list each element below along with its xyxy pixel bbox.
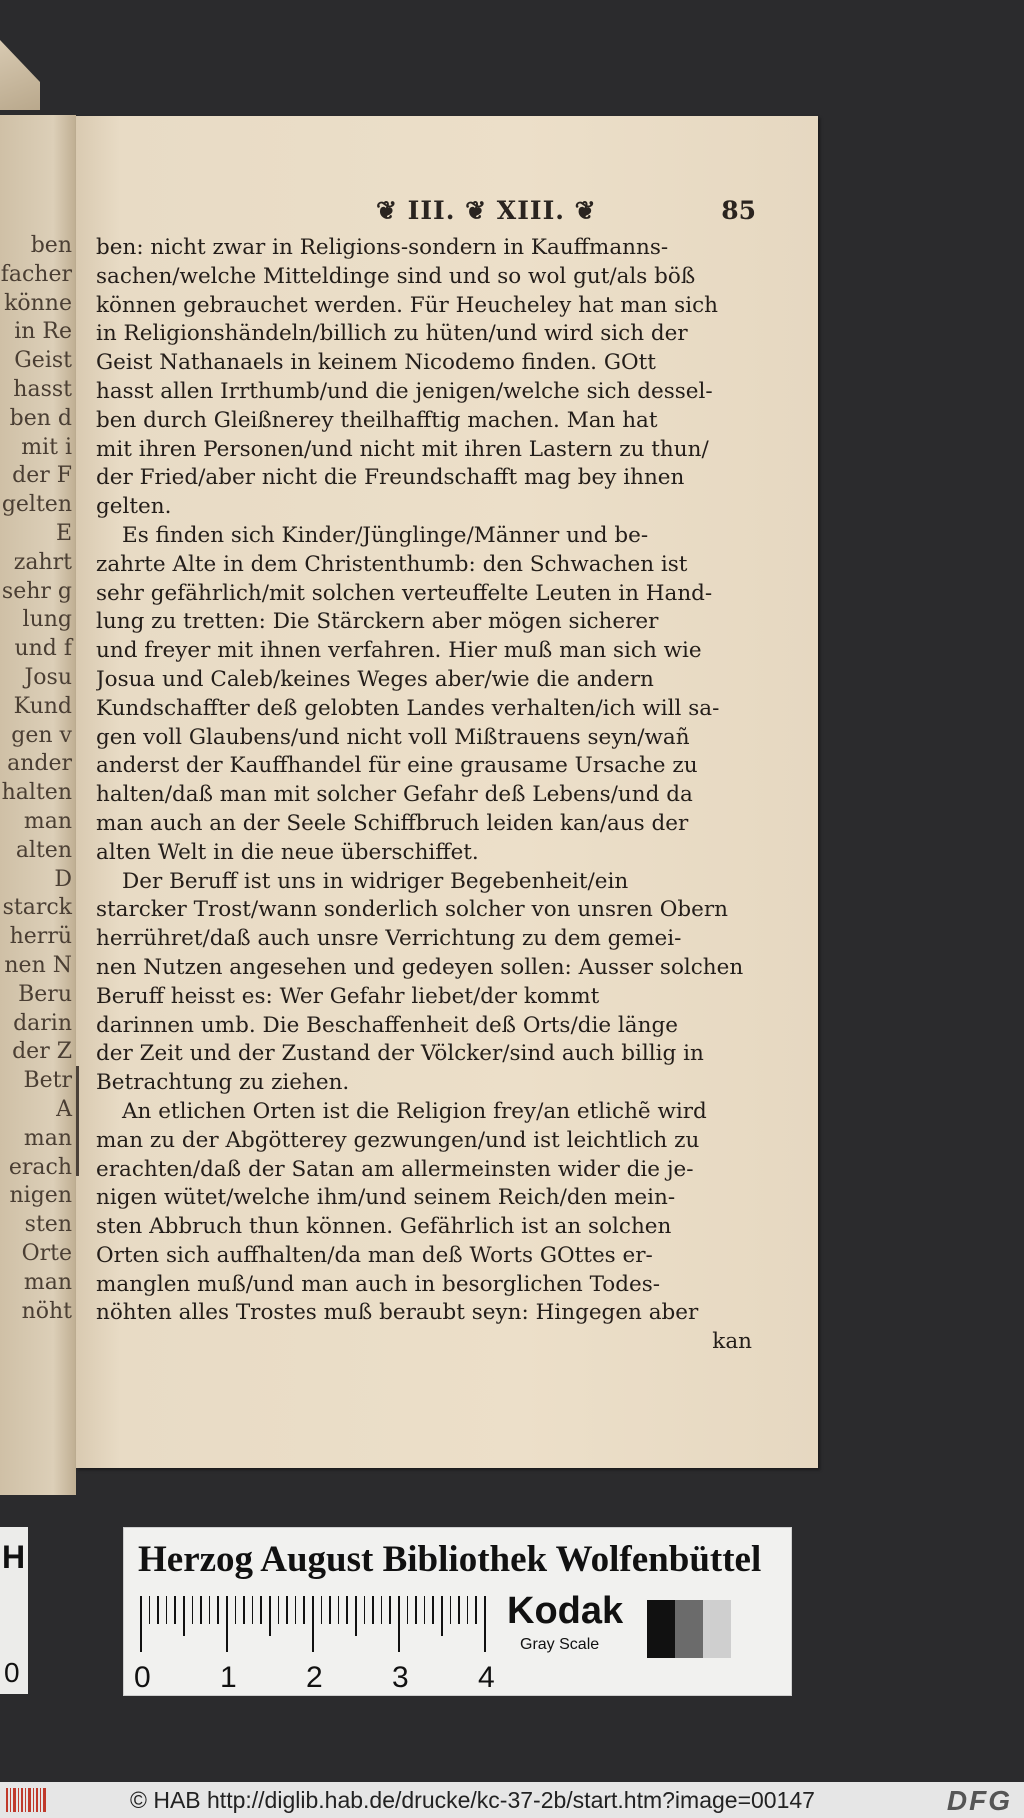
ruler-tick <box>149 1596 151 1624</box>
ruler-tick <box>226 1596 228 1652</box>
ruler-tick <box>441 1596 443 1636</box>
text-line: Josua und Caleb/keines Weges aber/wie die andern <box>96 666 654 692</box>
ruler-tick <box>286 1596 288 1624</box>
scale-ruler <box>134 1596 500 1694</box>
ruler-tick <box>424 1596 426 1624</box>
brand-subtitle: Gray Scale <box>520 1636 600 1653</box>
ruler-tick <box>329 1596 331 1624</box>
facing-page-fragment: starck <box>2 895 72 921</box>
facing-page-fragment: man <box>23 809 72 834</box>
page-corner <box>0 40 40 110</box>
color-card-fragment <box>0 1527 28 1694</box>
text-line: nigen wütet/welche ihm/und seinem Reich/den mein- <box>96 1185 676 1211</box>
text-line: ben: nicht zwar in Religions-sondern in Kauffmanns- <box>96 235 669 260</box>
facing-page-fragment: ben <box>30 233 72 258</box>
page-header <box>296 196 756 232</box>
text-line: gelten. <box>96 494 172 520</box>
ruler-tick <box>381 1596 383 1624</box>
text-line: An etlichen Orten ist die Religion frey/an etlichẽ wird <box>122 1098 707 1124</box>
facing-page-fragment: der Z <box>12 1039 72 1065</box>
text-line: halten/daß man mit solcher Gefahr deß Lebens/und da <box>96 782 693 808</box>
text-line: gen voll Glaubens/und nicht voll Mißtrauens seyn/wañ <box>96 724 690 750</box>
color-calibration-card <box>123 1527 792 1696</box>
text-line: anderst der Kauffhandel für eine grausame Ursache zu <box>96 753 698 779</box>
ruler-tick <box>458 1596 460 1624</box>
ruler-number: 1 <box>220 1661 237 1694</box>
ruler-number: 0 <box>134 1661 151 1694</box>
text-line: man auch an der Seele Schiffbruch leiden kan/aus der <box>96 810 689 836</box>
facing-page-fragment: in Re <box>14 319 72 345</box>
book-page <box>76 116 818 1468</box>
ruler-tick <box>269 1596 271 1636</box>
ruler-tick <box>260 1596 262 1624</box>
ruler-tick <box>278 1596 280 1624</box>
ruler-tick <box>475 1596 477 1624</box>
facing-page-fragment: facher <box>0 261 72 287</box>
footer-bar <box>0 1782 1024 1818</box>
facing-page-fragment: E <box>55 521 72 546</box>
ruler-tick <box>174 1596 176 1624</box>
ruler-tick <box>364 1596 366 1624</box>
text-line: Orten sich auffhalten/da man deß Worts GOttes er- <box>96 1242 653 1268</box>
ruler-tick <box>200 1596 202 1624</box>
ruler-tick <box>252 1596 254 1624</box>
text-line: sehr gefährlich/mit solchen verteuffelte Leuten in Hand- <box>96 580 713 606</box>
facing-page-fragment: gen v <box>11 722 72 748</box>
text-line: kan <box>712 1329 752 1355</box>
facing-page-fragment: nigen <box>9 1183 72 1209</box>
margin-line <box>76 1066 79 1176</box>
gray-scale-patches <box>647 1600 731 1658</box>
facing-page-fragment: Beru <box>18 981 72 1007</box>
facing-page-fragment: Kund <box>13 693 72 719</box>
text-line: man zu der Abgötterey gezwungen/und ist leichtlich zu <box>96 1127 700 1153</box>
text-line: nen Nutzen angesehen und gedeyen sollen: Ausser solchen <box>96 954 744 980</box>
text-line: Geist Nathanaels in keinem Nicodemo finden. GOtt <box>96 350 656 376</box>
dfg-logo: DFG <box>946 1785 1012 1816</box>
facing-page-fragment: hasst <box>13 377 72 402</box>
ruler-tick <box>192 1596 194 1624</box>
text-line: Beruff heisst es: Wer Gefahr liebet/der kommt <box>96 983 600 1009</box>
facing-page-fragment: ben d <box>9 405 72 431</box>
gray-patch <box>675 1600 703 1658</box>
text-line: in Religionshändeln/billich zu hüten/und wird sich der <box>96 321 688 347</box>
brand-logo: Kodak <box>507 1590 624 1632</box>
text-line: der Fried/aber nicht die Freundschafft mag bey ihnen <box>96 465 685 491</box>
text-line: und freyer mit ihnen verfahren. Hier muß man sich wie <box>96 638 702 664</box>
facing-page-fragment: Orte <box>21 1241 72 1266</box>
facing-page-fragment: sten <box>24 1212 72 1238</box>
facing-page-fragment: der F <box>12 463 72 489</box>
facing-page-fragment: lung <box>22 607 72 633</box>
facing-page-fragment: mit i <box>21 434 72 460</box>
facing-page-fragment: könne <box>4 290 72 316</box>
facing-page-fragment: alten <box>15 837 72 863</box>
facing-page-fragment: sehr g <box>1 578 72 604</box>
ruler-tick <box>398 1596 400 1652</box>
page-number: 85 <box>721 196 756 225</box>
text-line: sachen/welche Mitteldinge sind und so wol gut/als böß <box>96 263 696 289</box>
text-line: Der Beruff ist uns in widriger Begebenheit/ein <box>122 868 629 894</box>
text-line: nöhten alles Trostes muß beraubt seyn: Hingegen aber <box>96 1300 699 1326</box>
facing-page-fragment: man <box>23 1125 72 1151</box>
text-line: lung zu tretten: Die Stärckern aber mögen sicherer <box>96 609 659 635</box>
facing-page-fragment: A <box>56 1097 72 1122</box>
ruler-tick <box>312 1596 314 1652</box>
ruler-tick <box>303 1596 305 1624</box>
facing-page-fragment: halten <box>1 780 72 806</box>
signature-mark: ❦ III. ❦ XIII. ❦ <box>376 196 597 225</box>
ruler-tick <box>157 1596 159 1624</box>
ruler-tick <box>484 1596 486 1652</box>
ruler-tick <box>140 1596 142 1652</box>
ruler-tick <box>450 1596 452 1624</box>
text-line: darinnen umb. Die Beschaffenheit deß Orts/die länge <box>96 1012 678 1038</box>
ruler-number: 2 <box>306 1661 323 1694</box>
text-line: sten Abbruch thun können. Gefährlich ist an solchen <box>96 1214 672 1240</box>
ruler-tick <box>295 1596 297 1624</box>
ruler-number: 4 <box>478 1661 495 1694</box>
ruler-tick <box>235 1596 237 1624</box>
facing-page-fragment: darin <box>13 1010 72 1036</box>
ruler-tick <box>166 1596 168 1624</box>
institution-name: Herzog August Bibliothek Wolfenbüttel <box>138 1539 762 1580</box>
facing-page-fragment: und f <box>14 636 72 662</box>
facing-page-fragment: herrü <box>9 924 72 950</box>
ruler-tick <box>243 1596 245 1624</box>
facing-page-fragment: Betr <box>23 1068 72 1094</box>
text-line: ben durch Gleißnerey theilhafftig machen. Man hat <box>96 407 658 433</box>
ruler-tick <box>372 1596 374 1624</box>
ruler-tick <box>415 1596 417 1624</box>
ruler-tick <box>432 1596 434 1624</box>
facing-page-fragment: D <box>54 866 72 892</box>
text-line: Es finden sich Kinder/Jünglinge/Männer und be- <box>122 522 649 548</box>
text-line: zahrte Alte in dem Christenthumb: den Schwachen ist <box>96 551 688 577</box>
gray-patch <box>647 1600 675 1658</box>
text-line: Kundschaffter deß gelobten Landes verhalten/ich will sa- <box>96 695 720 721</box>
facing-page-fragment: ander <box>7 751 72 777</box>
ruler-tick <box>217 1596 219 1624</box>
text-line: manglen muß/und man auch in besorglichen Todes- <box>96 1271 661 1297</box>
text-line: erachten/daß der Satan am allermeinsten wider die je- <box>96 1156 694 1182</box>
facing-page-fragment: nen N <box>4 953 72 978</box>
ruler-tick <box>338 1596 340 1624</box>
ruler-tick <box>407 1596 409 1624</box>
ruler-tick <box>389 1596 391 1624</box>
ruler-tick <box>346 1596 348 1624</box>
text-line: herrühret/daß auch unsre Verrichtung zu dem gemei- <box>96 926 682 952</box>
fragment-letter: H <box>2 1539 26 1575</box>
text-line: der Zeit und der Zustand der Völcker/sind auch billig in <box>96 1041 704 1067</box>
facing-page-fragment: gelten <box>1 492 72 518</box>
fragment-number: 0 <box>4 1657 20 1688</box>
ruler-tick <box>467 1596 469 1624</box>
body-text <box>96 234 760 1357</box>
facing-page-fragment: nöht <box>21 1298 72 1324</box>
text-line: mit ihren Personen/und nicht mit ihren Lastern zu thun/ <box>96 436 709 462</box>
facing-page-fragment: zahrt <box>13 549 72 575</box>
text-line: Betrachtung zu ziehen. <box>96 1070 350 1096</box>
text-line: starcker Trost/wann sonderlich solcher von unsren Obern <box>96 897 728 923</box>
copyright-link[interactable]: © HAB http://diglib.hab.de/drucke/kc-37-2b/start.htm?image=00147 <box>130 1787 815 1813</box>
text-line: hasst allen Irrthumb/und die jenigen/welche sich dessel- <box>96 378 713 404</box>
facing-page-fragment: man <box>23 1269 72 1295</box>
text-line: alten Welt in die neue überschiffet. <box>96 839 479 865</box>
ruler-number: 3 <box>392 1661 409 1694</box>
facing-page-fragment: Josu <box>24 665 72 690</box>
facing-page-fragment: Geist <box>14 348 72 374</box>
facing-page-fragment: erach <box>8 1154 72 1180</box>
text-line: können gebrauchet werden. Für Heucheley hat man sich <box>96 292 718 318</box>
gray-patch <box>703 1600 731 1658</box>
ruler-tick <box>355 1596 357 1636</box>
barcode-icon <box>6 1788 48 1812</box>
ruler-tick <box>183 1596 185 1636</box>
facing-page-edge <box>0 115 76 1495</box>
ruler-tick <box>209 1596 211 1624</box>
ruler-tick <box>321 1596 323 1624</box>
